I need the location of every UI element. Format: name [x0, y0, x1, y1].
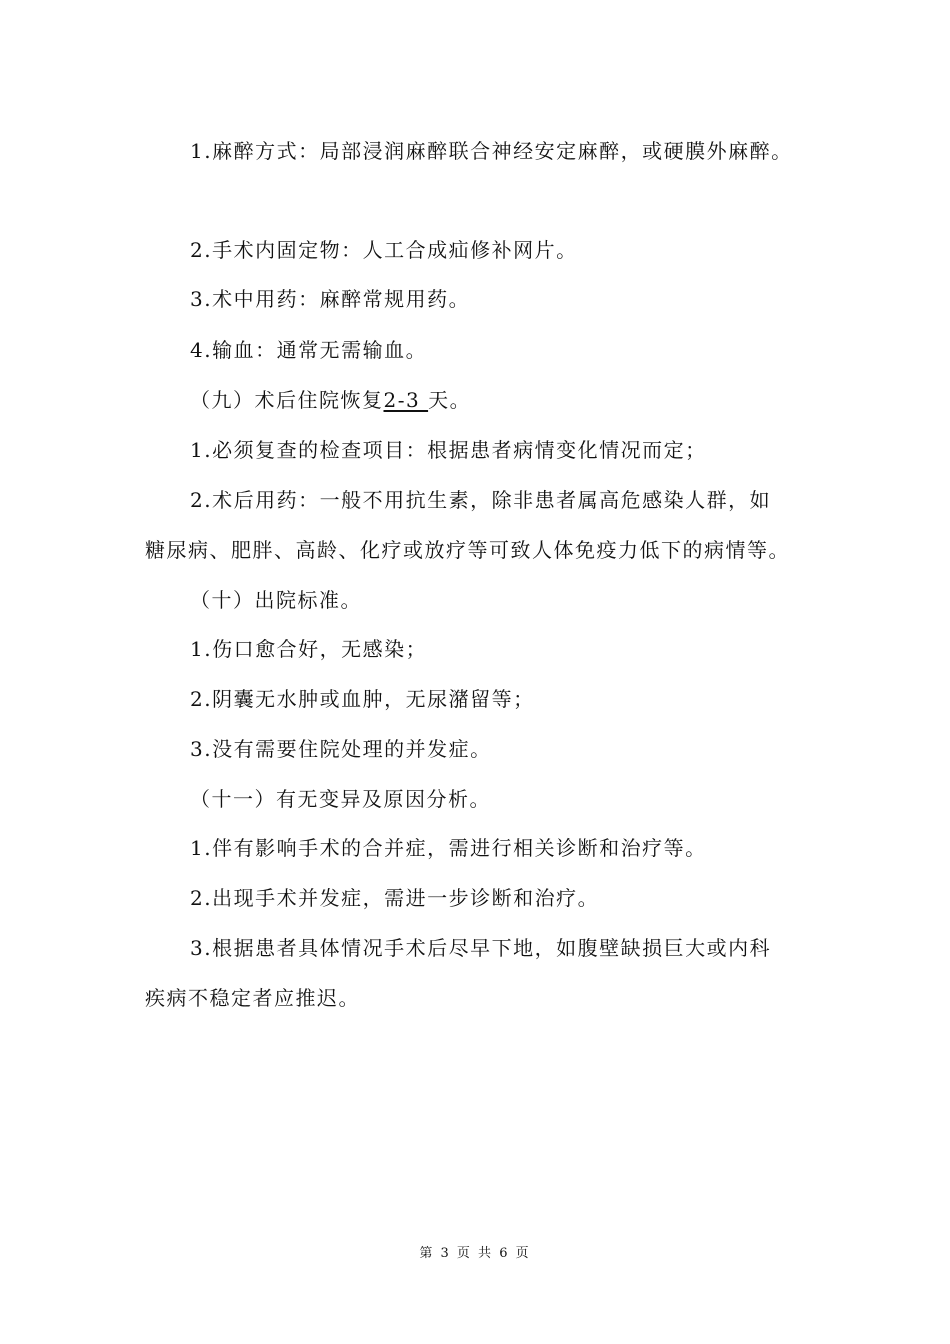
recovery-days: 2-3: [383, 388, 429, 412]
section-heading-9-prefix: （九）术后住院恢复: [190, 388, 384, 412]
paragraph-transfusion: 4.输血：通常无需输血。: [190, 338, 428, 362]
paragraph-anesthesia: 1.麻醉方式：局部浸润麻醉联合神经安定麻醉，或硬膜外麻醉。: [190, 139, 793, 163]
page-footer: 第 3 页 共 6 页: [419, 1246, 531, 1261]
section-heading-9: [190, 388, 471, 412]
section-heading-10: （十）出院标准。: [190, 588, 362, 612]
paragraph-variation-3: 3.根据患者具体情况手术后尽早下地，如腹壁缺损巨大或内科: [190, 936, 772, 960]
paragraph-implant: 2.手术内固定物：人工合成疝修补网片。: [190, 238, 578, 262]
paragraph-wound: 1.伤口愈合好，无感染；: [190, 637, 428, 661]
paragraph-postop-drugs-cont: 糖尿病、肥胖、高龄、化疗或放疗等可致人体免疫力低下的病情等。: [145, 538, 790, 562]
paragraph-complications: 3.没有需要住院处理的并发症。: [190, 737, 492, 761]
paragraph-postop-drugs: 2.术后用药：一般不用抗生素，除非患者属高危感染人群，如: [190, 488, 772, 512]
paragraph-recheck-items: 1.必须复查的检查项目：根据患者病情变化情况而定；: [190, 438, 707, 462]
paragraph-variation-3-cont: 疾病不稳定者应推迟。: [145, 986, 360, 1010]
paragraph-variation-2: 2.出现手术并发症，需进一步诊断和治疗。: [190, 886, 600, 910]
paragraph-intraop-drugs: 3.术中用药：麻醉常规用药。: [190, 287, 471, 311]
section-heading-11: （十一）有无变异及原因分析。: [190, 787, 491, 811]
paragraph-scrotum: 2.阴囊无水肿或血肿，无尿潴留等；: [190, 687, 535, 711]
section-heading-9-suffix: 天。: [428, 388, 472, 412]
paragraph-variation-1: 1.伴有影响手术的合并症，需进行相关诊断和治疗等。: [190, 836, 707, 860]
